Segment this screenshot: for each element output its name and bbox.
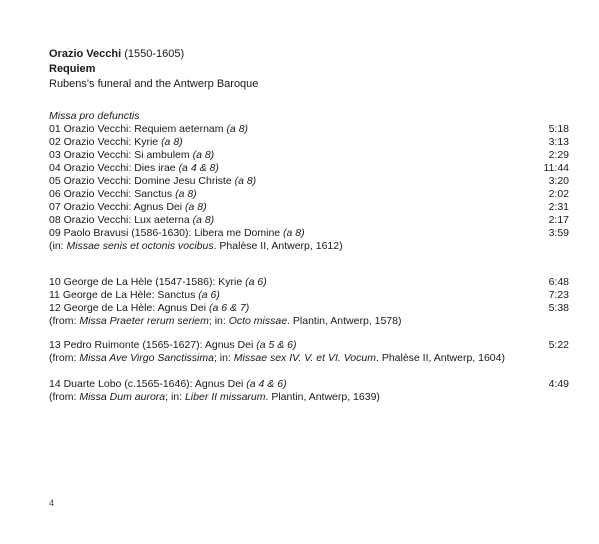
track-title: 02 Orazio Vecchi: Kyrie — [49, 136, 162, 148]
track-duration: 2:02 — [548, 188, 569, 200]
track-row — [49, 289, 569, 302]
track-duration: 7:23 — [548, 289, 569, 301]
track-row — [49, 162, 569, 175]
track-voices: (a 8) — [226, 123, 249, 135]
album-title: Requiem — [49, 63, 96, 75]
track-title: 04 Orazio Vecchi: Dies irae — [49, 162, 179, 174]
track-voices: (a 8) — [283, 227, 305, 239]
source-note: (in: Missae senis et octonis vocibus. Phalèse II, Antwerp, 1612) — [49, 240, 343, 252]
track-title: 12 George de La Hèle: Agnus Dei — [49, 302, 209, 314]
track-duration: 2:29 — [548, 149, 569, 161]
source-collection: Missae sex IV. V. et VI. Vocum — [233, 352, 376, 364]
track-title: 10 George de La Hèle (1547-1586): Kyrie — [49, 276, 246, 288]
page-number: 4 — [49, 498, 55, 508]
track-row — [49, 175, 569, 188]
track-row — [49, 276, 569, 289]
track-voices: (a 4 & 6) — [246, 378, 287, 390]
track-title: 13 Pedro Ruimonte (1565-1627): Agnus Dei — [49, 339, 257, 351]
track-voices: (a 8) — [185, 201, 207, 213]
track-title: 07 Orazio Vecchi: Agnus Dei — [49, 201, 185, 213]
track-row — [49, 339, 569, 352]
composer-name: Orazio Vecchi — [49, 48, 122, 60]
track-title: 14 Duarte Lobo (c.1565-1646): Agnus Dei — [49, 378, 247, 390]
source-work: Missa Dum aurora — [79, 391, 166, 403]
album-header — [49, 47, 258, 92]
track-voices: (a 8) — [192, 214, 215, 226]
track-row — [49, 123, 569, 136]
track-duration: 5:38 — [548, 302, 569, 314]
track-row — [49, 227, 569, 240]
track-voices: (a 8) — [175, 188, 197, 200]
source-collection: Octo missae — [228, 315, 288, 327]
track-row — [49, 188, 569, 201]
section-heading: Missa pro defunctis — [49, 110, 140, 122]
track-title: 01 Orazio Vecchi: Requiem aeternam — [49, 123, 227, 135]
track-voices: (a 5 & 6) — [256, 339, 297, 351]
track-title: 06 Orazio Vecchi: Sanctus — [49, 188, 176, 200]
track-voices: (a 8) — [161, 136, 183, 148]
source-work: Missae senis et octonis vocibus — [66, 240, 214, 252]
track-duration: 2:31 — [548, 201, 569, 213]
track-row — [49, 149, 569, 162]
track-voices: (a 6 & 7) — [208, 302, 250, 314]
track-voices: (a 8) — [192, 149, 215, 161]
track-row — [49, 378, 569, 391]
track-duration: 3:20 — [548, 175, 569, 187]
track-voices: (a 4 & 8) — [178, 162, 219, 174]
track-duration: 11:44 — [543, 162, 569, 174]
source-collection: Liber II missarum — [184, 391, 266, 403]
track-duration: 6:48 — [548, 276, 569, 288]
track-voices: (a 6) — [245, 276, 267, 288]
track-title: 08 Orazio Vecchi: Lux aeterna — [49, 214, 193, 226]
track-title: 03 Orazio Vecchi: Si ambulem — [49, 149, 193, 161]
source-work: Missa Ave Virgo Sanctissima — [79, 352, 214, 364]
track-duration: 3:59 — [548, 227, 569, 239]
track-row — [49, 136, 569, 149]
album-subtitle: Rubens's funeral and the Antwerp Baroque — [49, 78, 259, 90]
source-note: (from: Missa Praeter rerum seriem; in: Octo missae. Plantin, Antwerp, 1578) — [49, 315, 402, 327]
track-duration: 2:17 — [548, 214, 569, 226]
track-duration: 4:49 — [548, 378, 569, 390]
track-voices: (a 8) — [234, 175, 257, 187]
composer-dates: (1550-1605) — [124, 48, 185, 60]
track-row — [49, 214, 569, 227]
track-voices: (a 6) — [198, 289, 220, 301]
track-title: 09 Paolo Bravusi (1586-1630): Libera me Domine — [49, 227, 284, 239]
source-work: Missa Praeter rerum seriem — [79, 315, 209, 327]
track-duration: 5:22 — [548, 339, 569, 351]
source-note: (from: Missa Dum aurora; in: Liber II missarum. Plantin, Antwerp, 1639) — [49, 391, 380, 403]
track-row — [49, 302, 569, 315]
track-duration: 5:18 — [548, 123, 569, 135]
track-title: 11 George de La Hèle: Sanctus — [49, 289, 199, 301]
source-note: (from: Missa Ave Virgo Sanctissima; in: Missae sex IV. V. et VI. Vocum. Phalèse II, Antwerp, 1604) — [49, 352, 505, 364]
composer-line — [49, 47, 258, 62]
track-title: 05 Orazio Vecchi: Domine Jesu Christe — [49, 175, 235, 187]
track-row — [49, 201, 569, 214]
track-duration: 3:13 — [548, 136, 569, 148]
